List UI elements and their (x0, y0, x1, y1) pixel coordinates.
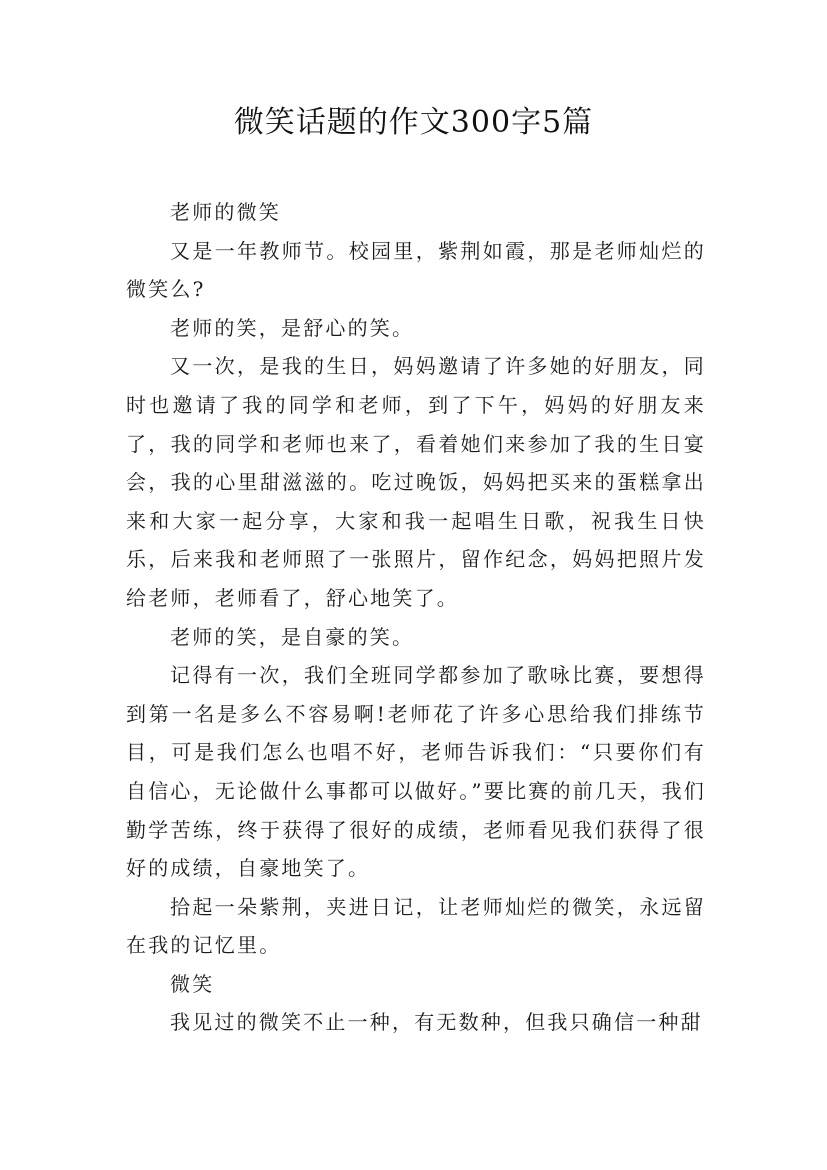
paragraph: 又是一年教师节。校园里，紫荆如霞，那是老师灿烂的微笑么? (126, 238, 706, 302)
paragraph: 老师的笑，是自豪的笑。 (170, 624, 415, 649)
paragraph: 我见过的微笑不止一种，有无数种，但我只确信一种甜 (170, 1010, 703, 1035)
section-heading: 老师的微笑 (170, 200, 281, 224)
paragraph: 老师的笑，是舒心的笑。 (170, 315, 415, 340)
document-title: 微笑话题的作文300字5篇 (233, 105, 594, 140)
paragraph: 记得有一次，我们全班同学都参加了歌咏比赛，要想得到第一名是多么不容易啊!老师花了许多心思给我们排练节目，可是我们怎么也唱不好，老师告诉我们：“只要你们有自信心，无论做什么事都可以做好。”要比赛的前几天，我们勤学苦练，终于获得了很好的成绩，老师看见我们获得了很好的成绩，自豪地笑了。 (126, 663, 706, 881)
document-body (126, 193, 706, 1042)
paragraph: 拾起一朵紫荆，夹进日记，让老师灿烂的微笑，永远留在我的记忆里。 (126, 894, 706, 958)
section-heading: 微笑 (170, 971, 215, 996)
paragraph: 又一次，是我的生日，妈妈邀请了许多她的好朋友，同时也邀请了我的同学和老师，到了下午，妈妈的好朋友来了，我的同学和老师也来了，看着她们来参加了我的生日宴会，我的心里甜滋滋的。吃过晚饭，妈妈把买来的蛋糕拿出来和大家一起分享，大家和我一起唱生日歌，祝我生日快乐，后来我和老师照了一张照片，留作纪念，妈妈把照片发给老师，老师看了，舒心地笑了。 (126, 354, 706, 610)
